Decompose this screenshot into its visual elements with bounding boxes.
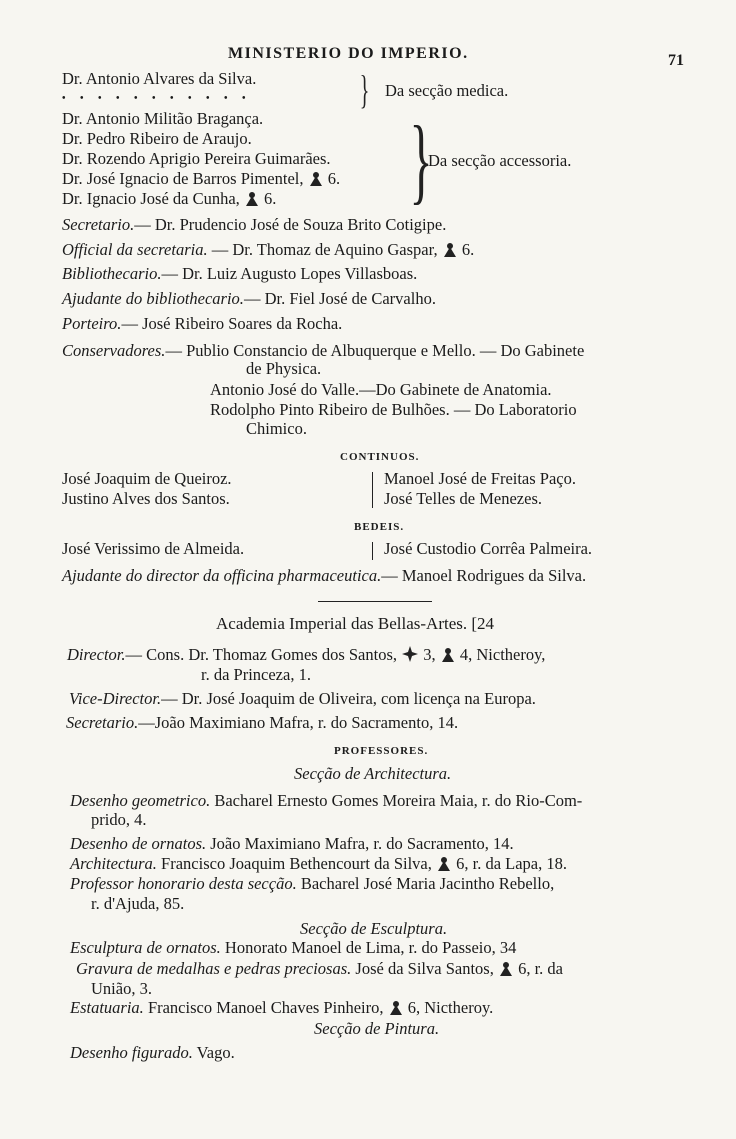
- accessoria-label: Da secção accessoria.: [428, 151, 572, 170]
- director-line-2: r. da Princeza, 1.: [201, 665, 311, 684]
- order-rose-icon: [442, 241, 458, 258]
- cross-order-icon: [401, 645, 419, 663]
- pharm-line: [62, 565, 586, 587]
- official-label: Official da secretaria.: [62, 240, 208, 259]
- ar-text: Francisco Joaquim Bethencourt da Silva,: [156, 854, 432, 873]
- order-rose-icon: [388, 999, 404, 1016]
- conserv-line-5: Chimico.: [246, 419, 307, 438]
- director-n1: 3,: [423, 645, 436, 664]
- vice-label: Vice-Director.: [69, 689, 162, 708]
- porteiro-label: Porteiro.: [62, 314, 122, 333]
- do-line: [70, 833, 514, 855]
- es-line: [70, 997, 493, 1019]
- ph-line-1: [70, 873, 554, 895]
- bedeis-left: José Verissimo de Almeida.: [62, 539, 245, 558]
- vice-text: — Dr. José Joaquim de Oliveira, com licença na Europa.: [161, 689, 536, 708]
- medica-name-1: Dr. Antonio Alvares da Silva.: [62, 69, 257, 88]
- eo-text: Honorato Manoel de Lima, r. do Passeio, 34: [220, 938, 517, 957]
- df-label: Desenho figurado.: [70, 1043, 193, 1062]
- accessoria-name-5: [62, 188, 276, 210]
- conserv-text-1: — Publio Constancio de Albuquerque e Mello. — Do Gabinete: [165, 341, 585, 360]
- sec-label: Secretario.: [66, 713, 139, 732]
- ar-suffix: 6, r. da Lapa, 18.: [456, 854, 568, 873]
- sec-text: —João Maximiano Mafra, r. do Sacramento, 14.: [138, 713, 459, 732]
- continuos-left-2: Justino Alves dos Santos.: [62, 489, 230, 508]
- biblio-label: Bibliothecario.: [62, 264, 162, 283]
- bedeis-divider: [372, 542, 373, 560]
- continuos-left-1: José Joaquim de Queiroz.: [62, 469, 232, 488]
- df-text: Vago.: [192, 1043, 235, 1062]
- es-label: Estatuaria.: [70, 998, 144, 1017]
- accessoria-name-4: [62, 168, 340, 190]
- official-text: — Dr. Thomaz de Aquino Gaspar,: [207, 240, 438, 259]
- ajudante-line: [62, 288, 436, 310]
- dg-line-2: prido, 4.: [91, 810, 147, 829]
- do-label: Desenho de ornatos.: [70, 834, 207, 853]
- do-text: João Maximiano Mafra, r. do Sacramento, 14.: [206, 834, 514, 853]
- medica-vacancy-dots: • • • • • • • • • • •: [62, 93, 252, 104]
- continuos-heading: CONTINUOS.: [340, 451, 420, 463]
- medica-brace: }: [359, 67, 370, 112]
- gm-line-1: [76, 958, 563, 980]
- gm-text-1: José da Silva Santos,: [351, 959, 494, 978]
- pharm-text: — Manoel Rodrigues da Silva.: [381, 566, 587, 585]
- ph-text-1: Bacharel José Maria Jacintho Rebello,: [296, 874, 555, 893]
- continuos-right-2: José Telles de Menezes.: [384, 489, 542, 508]
- page-number: 71: [668, 52, 684, 69]
- accessoria-name-5-text: Dr. Ignacio José da Cunha,: [62, 189, 240, 208]
- section-divider: [318, 601, 432, 602]
- pharm-label: Ajudante do director da officina pharmaceutica.: [62, 566, 382, 585]
- biblio-text: — Dr. Luiz Augusto Lopes Villasboas.: [161, 264, 418, 283]
- ar-line: [70, 853, 567, 875]
- page-header: MINISTERIO DO IMPERIO.: [228, 45, 469, 62]
- order-rose-icon: [440, 646, 456, 663]
- vice-line: [69, 688, 536, 710]
- es-text: Francisco Manoel Chaves Pinheiro,: [143, 998, 384, 1017]
- order-rose-icon: [498, 960, 514, 977]
- conserv-line-4: Rodolpho Pinto Ribeiro de Bulhões. — Do Laboratorio: [210, 400, 577, 419]
- ajudante-text: — Dr. Fiel José de Carvalho.: [243, 289, 436, 308]
- secretario-text: — Dr. Prudencio José de Souza Brito Cotigipe.: [134, 215, 447, 234]
- accessoria-brace: }: [409, 106, 433, 213]
- gm-line-2: União, 3.: [91, 979, 152, 998]
- official-line: [62, 239, 474, 261]
- gm-label: Gravura de medalhas e pedras preciosas.: [76, 959, 352, 978]
- eo-label: Esculptura de ornatos.: [70, 938, 221, 957]
- order-rose-icon: [436, 855, 452, 872]
- director-label: Director.: [67, 645, 126, 664]
- accessoria-name-1: Dr. Antonio Militão Bragança.: [62, 109, 264, 128]
- order-rose-icon: [244, 190, 260, 207]
- secretario-line: [62, 214, 446, 236]
- dg-text-1: Bacharel Ernesto Gomes Moreira Maia, r. do Rio-Com-: [210, 791, 583, 810]
- conserv-label: Conservadores.: [62, 341, 166, 360]
- porteiro-text: — José Ribeiro Soares da Rocha.: [121, 314, 343, 333]
- df-line: [70, 1042, 235, 1064]
- gm-suffix: 6, r. da: [518, 959, 563, 978]
- pint-heading: Secção de Pintura.: [314, 1019, 440, 1038]
- director-line-1: [67, 644, 545, 666]
- conserv-line-3: Antonio José do Valle.—Do Gabinete de Anatomia.: [210, 380, 552, 399]
- accessoria-name-3: Dr. Rozendo Aprigio Pereira Guimarães.: [62, 149, 331, 168]
- dg-line-1: [70, 790, 582, 812]
- director-n2: 4, Nictheroy,: [459, 645, 546, 664]
- es-suffix: 6, Nictheroy.: [407, 998, 494, 1017]
- conserv-line-2: de Physica.: [246, 359, 322, 378]
- porteiro-line: [62, 313, 342, 335]
- ph-line-2: r. d'Ajuda, 85.: [91, 894, 185, 913]
- arch-heading: Secção de Architectura.: [294, 764, 452, 783]
- academia-title: Academia Imperial das Bellas-Artes. [24: [216, 614, 495, 633]
- eo-line: [70, 937, 516, 959]
- accessoria-name-4-text: Dr. José Ignacio de Barros Pimentel,: [62, 169, 304, 188]
- dg-label: Desenho geometrico.: [70, 791, 211, 810]
- continuos-right-1: Manoel José de Freitas Paço.: [384, 469, 576, 488]
- accessoria-name-4-suffix: 6.: [327, 169, 341, 188]
- sec-line: [66, 712, 458, 734]
- professores-heading: PROFESSORES.: [334, 745, 429, 757]
- accessoria-name-5-suffix: 6.: [264, 189, 277, 208]
- order-rose-icon: [308, 170, 324, 187]
- director-text-1: — Cons. Dr. Thomaz Gomes dos Santos,: [125, 645, 398, 664]
- secretario-label: Secretario.: [62, 215, 135, 234]
- medica-label: Da secção medica.: [385, 81, 509, 100]
- official-suffix: 6.: [461, 240, 475, 259]
- bedeis-heading: BEDEIS.: [354, 521, 405, 533]
- continuos-divider: [372, 472, 373, 508]
- ajudante-label: Ajudante do bibliothecario.: [62, 289, 244, 308]
- esc-heading: Secção de Esculptura.: [300, 919, 448, 938]
- conserv-line-1: [62, 340, 584, 362]
- ar-label: Architectura.: [70, 854, 157, 873]
- accessoria-name-2: Dr. Pedro Ribeiro de Araujo.: [62, 129, 252, 148]
- bedeis-right: José Custodio Corrêa Palmeira.: [384, 539, 593, 558]
- biblio-line: [62, 263, 417, 285]
- ph-label: Professor honorario desta secção.: [70, 874, 297, 893]
